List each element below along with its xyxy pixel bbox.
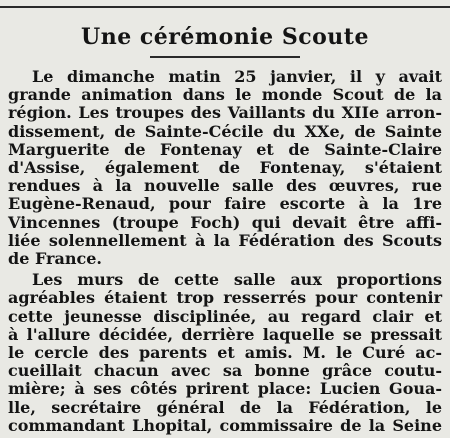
text-line: d'Assise, également de Fontenay, s'étaient [8, 158, 442, 178]
text-line: région. Les troupes des Vaillants du XIIe arron- [8, 103, 442, 123]
title-underline [150, 56, 300, 58]
top-rule [0, 6, 450, 8]
article-title: Une cérémonie Scoute [81, 24, 369, 50]
text-line: cueillait chacun avec sa bonne grâce coutu- [8, 361, 442, 381]
text-line: rendues à la nouvelle salle des œuvres, rue [8, 176, 442, 196]
text-line: agréables étaient trop resserrés pour contenir [8, 288, 442, 308]
text-line: mière; à ses côtés prirent place: Lucien Goua- [8, 379, 442, 399]
newspaper-article [8, 10, 442, 438]
text-line: grande animation dans le monde Scout de la [8, 85, 442, 105]
text-line: dissement, de Sainte-Cécile du XXe, de Sainte [8, 121, 442, 141]
text-line: le cercle des parents et amis. M. le Curé ac- [8, 343, 442, 363]
text-line: cette jeunesse disciplinée, au regard clair et [8, 306, 442, 326]
text-line: commandant Lhopital, commissaire de la Seine [8, 415, 442, 435]
article-paragraph-2 [8, 271, 442, 435]
article-paragraph-1 [8, 68, 442, 268]
text-line: lle, secrétaire général de la Fédération, le [8, 397, 442, 417]
text-line: Marguerite de Fontenay et de Sainte-Claire [8, 139, 442, 159]
text-line: Le dimanche matin 25 janvier, il y avait [32, 67, 442, 86]
text-line: Vincennes (troupe Foch) qui devait être affi- [8, 212, 442, 232]
text-line: liée solennellement à la Fédération des Scouts [8, 230, 442, 250]
text-line: Les murs de cette salle aux proportions [32, 270, 442, 290]
text-line: Eugène-Renaud, pour faire escorte à la 1re [8, 194, 442, 214]
text-line: de France. [8, 249, 102, 269]
text-line: à l'allure décidée, derrière laquelle se pressait [8, 324, 442, 344]
